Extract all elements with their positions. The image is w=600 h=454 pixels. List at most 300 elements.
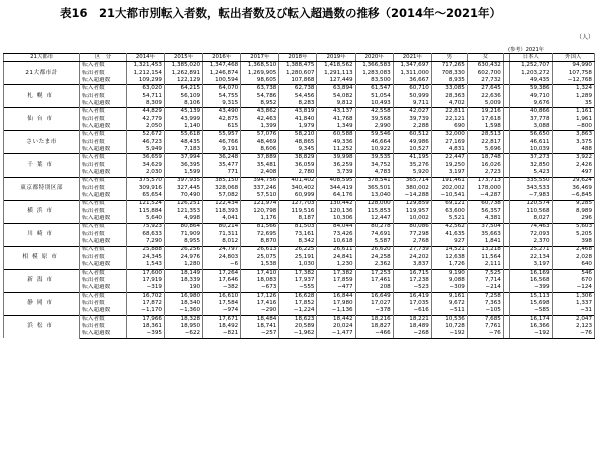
value-cell: 1,291,113 xyxy=(317,70,355,77)
row-label: 転出者数 xyxy=(80,277,127,284)
table-row xyxy=(4,169,595,177)
value-cell: −466 xyxy=(355,330,393,338)
value-cell: 3,088 xyxy=(510,123,552,131)
row-label: 転入超過数 xyxy=(80,123,127,131)
value-cell: 497 xyxy=(552,169,594,177)
value-cell: 39,739 xyxy=(393,116,431,123)
value-cell: 5,205 xyxy=(552,231,594,238)
row-label: 転入者数 xyxy=(80,154,127,162)
value-cell: 2,288 xyxy=(393,123,431,131)
row-label: 転入者数 xyxy=(80,131,127,139)
value-cell: 59,546 xyxy=(355,131,393,139)
value-cell: 9,711 xyxy=(393,100,431,108)
value-cell: 9,315 xyxy=(203,100,241,108)
value-cell: 296 xyxy=(552,215,594,223)
value-cell: 10,039 xyxy=(510,146,552,154)
value-cell: 208 xyxy=(355,284,393,292)
value-cell: 9,088 xyxy=(431,277,467,284)
table-row xyxy=(4,154,595,162)
city-group xyxy=(4,292,595,315)
value-cell: 70,490 xyxy=(164,192,202,200)
value-cell: 115,884 xyxy=(126,208,164,215)
value-cell: 2,426 xyxy=(552,162,594,169)
value-cell: 5,696 xyxy=(467,146,503,154)
value-cell: 602,700 xyxy=(467,70,503,77)
value-cell: 202,002 xyxy=(431,185,467,192)
value-cell: 17,382 xyxy=(279,269,317,277)
value-cell: 63,600 xyxy=(431,208,467,215)
value-cell: 8,283 xyxy=(279,100,317,108)
table-row xyxy=(4,261,595,269)
value-cell: 337,246 xyxy=(241,185,279,192)
value-cell: 17,126 xyxy=(241,292,279,300)
value-cell: 34,752 xyxy=(355,162,393,169)
value-cell: 17,937 xyxy=(279,277,317,284)
value-cell: 44,829 xyxy=(126,108,164,116)
value-cell: −616 xyxy=(393,307,431,315)
city-group xyxy=(4,223,595,246)
value-cell: 397,935 xyxy=(164,177,202,185)
value-cell: 120,136 xyxy=(317,208,355,215)
value-cell: 74,691 xyxy=(355,231,393,238)
table-row xyxy=(4,177,595,185)
table-row xyxy=(4,185,595,192)
row-label: 転出者数 xyxy=(80,254,127,261)
value-cell: 3,197 xyxy=(510,261,552,269)
table-row xyxy=(4,330,595,338)
row-label: 転入超過数 xyxy=(80,284,127,292)
value-cell: 17,382 xyxy=(317,269,355,277)
header-female: 女 xyxy=(467,54,503,62)
value-cell: 17,253 xyxy=(355,269,393,277)
value-cell: 17,584 xyxy=(203,300,241,307)
value-cell: 119,516 xyxy=(279,208,317,215)
row-label: 転入者数 xyxy=(80,177,127,185)
value-cell: −974 xyxy=(203,307,241,315)
value-cell: −268 xyxy=(393,330,431,338)
header-foreigner: 外国人 xyxy=(552,54,594,62)
value-cell: −800 xyxy=(552,123,594,131)
value-cell: 1,337 xyxy=(552,300,594,307)
value-cell: 24,202 xyxy=(393,254,431,261)
value-cell: 13,218 xyxy=(467,246,503,254)
value-cell: 16,568 xyxy=(510,277,552,284)
value-cell: −4,287 xyxy=(467,192,503,200)
table-row xyxy=(4,231,595,238)
city-name: 新潟市 xyxy=(4,269,80,292)
value-cell: 10,728 xyxy=(431,323,467,330)
value-cell: 20,024 xyxy=(317,323,355,330)
value-cell: 7,363 xyxy=(467,300,503,307)
value-cell: 35 xyxy=(552,100,594,108)
value-cell: 22,134 xyxy=(510,254,552,261)
value-cell: 27,645 xyxy=(467,85,503,93)
value-cell: −395 xyxy=(126,330,164,338)
row-label: 転入者数 xyxy=(80,62,127,70)
value-cell: −1,962 xyxy=(279,330,317,338)
header-year: 2016年 xyxy=(203,54,241,62)
value-cell: 5,920 xyxy=(393,169,431,177)
city-group xyxy=(4,85,595,108)
value-cell: 4,998 xyxy=(164,215,202,223)
migration-table xyxy=(3,53,595,339)
table-row xyxy=(4,131,595,139)
value-cell: 1,418,562 xyxy=(317,62,355,70)
value-cell: 18,827 xyxy=(355,323,393,330)
value-cell: 18,083 xyxy=(241,277,279,284)
value-cell: 57,510 xyxy=(241,192,279,200)
value-cell: 26,620 xyxy=(355,246,393,254)
row-label: 転入超過数 xyxy=(80,169,127,177)
value-cell: 43,490 xyxy=(203,108,241,116)
value-cell: 173,713 xyxy=(467,177,503,185)
value-cell: 546 xyxy=(552,269,594,277)
table-row xyxy=(4,269,595,277)
unit-label: （人） xyxy=(575,34,594,41)
row-label: 転入超過数 xyxy=(80,215,127,223)
value-cell: 17,027 xyxy=(355,300,393,307)
value-cell: 10,618 xyxy=(317,238,355,246)
value-cell: 2,990 xyxy=(355,123,393,131)
value-cell: 17,264 xyxy=(203,269,241,277)
value-cell: 51,054 xyxy=(355,93,393,100)
value-cell: 401,402 xyxy=(279,177,317,185)
value-cell: 1,543 xyxy=(126,261,164,269)
value-cell: 32,000 xyxy=(431,131,467,139)
value-cell: 118,393 xyxy=(203,208,241,215)
value-cell: 26,611 xyxy=(317,246,355,254)
value-cell: 83,500 xyxy=(355,77,393,85)
value-cell: 49,986 xyxy=(393,139,431,146)
header-year: 2019年 xyxy=(317,54,355,62)
table-row xyxy=(4,208,595,215)
value-cell: 41,840 xyxy=(279,116,317,123)
value-cell: 36,395 xyxy=(164,162,202,169)
value-cell: 34,629 xyxy=(126,162,164,169)
value-cell: 73,161 xyxy=(279,231,317,238)
value-cell: −585 xyxy=(510,307,552,315)
value-cell: 71,311 xyxy=(203,231,241,238)
value-cell: 8,606 xyxy=(241,146,279,154)
value-cell: −555 xyxy=(279,284,317,292)
value-cell: 54,082 xyxy=(317,93,355,100)
value-cell: 36,469 xyxy=(552,185,594,192)
value-cell: 127,449 xyxy=(317,77,355,85)
value-cell: 8,106 xyxy=(164,100,202,108)
value-cell: 122,434 xyxy=(203,200,241,208)
value-cell: 62,738 xyxy=(279,85,317,93)
city-name: 浜松市 xyxy=(4,315,80,338)
row-label: 転出者数 xyxy=(80,93,127,100)
value-cell: 1,280,607 xyxy=(279,70,317,77)
table-row xyxy=(4,277,595,284)
value-cell: −378 xyxy=(355,307,393,315)
table-row xyxy=(4,284,595,292)
row-label: 転入超過数 xyxy=(80,146,127,154)
value-cell: 54,755 xyxy=(203,93,241,100)
value-cell: 18,221 xyxy=(393,315,431,323)
value-cell: 46,611 xyxy=(510,139,552,146)
value-cell: 8,955 xyxy=(164,238,202,246)
value-cell: 1,283,083 xyxy=(355,70,393,77)
table-row xyxy=(4,254,595,261)
value-cell: 8,187 xyxy=(279,215,317,223)
value-cell: 16,026 xyxy=(467,162,503,169)
value-cell: 1,306 xyxy=(552,292,594,300)
value-cell: 9,672 xyxy=(431,300,467,307)
value-cell: 4,381 xyxy=(467,215,503,223)
row-label: 転入者数 xyxy=(80,200,127,208)
value-cell: 670 xyxy=(552,277,594,284)
value-cell: 18,950 xyxy=(164,323,202,330)
value-cell: 69,121 xyxy=(431,200,467,208)
value-cell: 22,817 xyxy=(467,139,503,146)
value-cell: 24,797 xyxy=(203,246,241,254)
value-cell: 36,248 xyxy=(203,154,241,162)
value-cell: 10,527 xyxy=(393,146,431,154)
value-cell: 18,492 xyxy=(203,323,241,330)
value-cell: 16,715 xyxy=(393,269,431,277)
value-cell: 57,076 xyxy=(241,131,279,139)
value-cell: 5,521 xyxy=(431,215,467,223)
value-cell: −1,170 xyxy=(126,307,164,315)
value-cell: 8,870 xyxy=(241,238,279,246)
value-cell: 36,659 xyxy=(126,154,164,162)
value-cell: 49,710 xyxy=(510,93,552,100)
value-cell: 309,916 xyxy=(126,185,164,192)
value-cell: 22,447 xyxy=(431,154,467,162)
value-cell: 119,957 xyxy=(393,208,431,215)
value-cell: 27,732 xyxy=(467,77,503,85)
value-cell: 1,979 xyxy=(279,123,317,131)
value-cell: 14,521 xyxy=(431,246,467,254)
value-cell: 36,259 xyxy=(317,162,355,169)
value-cell: 54,456 xyxy=(279,93,317,100)
value-cell: 398 xyxy=(552,238,594,246)
value-cell: 1,961 xyxy=(552,116,594,123)
value-cell: 2,111 xyxy=(467,261,503,269)
row-label: 転出者数 xyxy=(80,185,127,192)
value-cell: 18,340 xyxy=(164,300,202,307)
value-cell: 16,419 xyxy=(393,292,431,300)
value-cell: 26,613 xyxy=(241,246,279,254)
value-cell: 1,212,154 xyxy=(126,70,164,77)
value-cell: 2,408 xyxy=(241,169,279,177)
value-cell: 690 xyxy=(431,123,467,131)
value-cell: 385,150 xyxy=(203,177,241,185)
row-label: 転入者数 xyxy=(80,292,127,300)
value-cell: 615 xyxy=(203,123,241,131)
value-cell: 16,169 xyxy=(510,269,552,277)
header-japanese: 日本人 xyxy=(510,54,552,62)
value-cell: 81,503 xyxy=(279,223,317,231)
value-cell: 17,859 xyxy=(317,277,355,284)
value-cell: 28,513 xyxy=(467,131,503,139)
value-cell: 24,803 xyxy=(203,254,241,261)
value-cell: 3,197 xyxy=(431,169,467,177)
value-cell: 27,739 xyxy=(393,246,431,254)
table-row xyxy=(4,62,595,70)
value-cell: 16,628 xyxy=(279,292,317,300)
value-cell: 328,068 xyxy=(203,185,241,192)
value-cell: 8,952 xyxy=(241,100,279,108)
header-row xyxy=(4,54,595,62)
value-cell: 127,703 xyxy=(279,200,317,208)
value-cell: 42,027 xyxy=(393,108,431,116)
value-cell: 17,646 xyxy=(203,277,241,284)
value-cell: 121,524 xyxy=(126,200,164,208)
value-cell: 2,047 xyxy=(552,315,594,323)
value-cell: 15,698 xyxy=(510,300,552,307)
value-cell: 42,463 xyxy=(241,116,279,123)
value-cell: 36,059 xyxy=(279,162,317,169)
value-cell: −76 xyxy=(552,330,594,338)
value-cell: 35,663 xyxy=(467,231,503,238)
value-cell: 1,230 xyxy=(317,261,355,269)
value-cell: 129,859 xyxy=(393,200,431,208)
header-year: 2014年 xyxy=(126,54,164,62)
value-cell: 16,649 xyxy=(355,292,393,300)
value-cell: 80,278 xyxy=(355,223,393,231)
city-group xyxy=(4,177,595,200)
header-year: 2020年 xyxy=(355,54,393,62)
value-cell: 40,866 xyxy=(510,108,552,116)
value-cell: 5,949 xyxy=(126,146,164,154)
value-cell: 1,385,020 xyxy=(164,62,202,70)
value-cell: 60,999 xyxy=(279,192,317,200)
value-cell: 37,504 xyxy=(467,223,503,231)
city-name: 横浜市 xyxy=(4,200,80,223)
value-cell: −477 xyxy=(317,284,355,292)
value-cell: 35,481 xyxy=(241,162,279,169)
row-label: 転出者数 xyxy=(80,300,127,307)
value-cell: 81,566 xyxy=(241,223,279,231)
value-cell: 10,922 xyxy=(355,146,393,154)
value-cell: −622 xyxy=(164,330,202,338)
value-cell: 2,050 xyxy=(126,123,164,131)
value-cell: 17,238 xyxy=(393,277,431,284)
value-cell: 80,864 xyxy=(164,223,202,231)
value-cell: 2,723 xyxy=(467,169,503,177)
value-cell: 121,353 xyxy=(164,208,202,215)
value-cell: 8,012 xyxy=(203,238,241,246)
value-cell: 380,002 xyxy=(393,185,431,192)
value-cell: 1,368,510 xyxy=(241,62,279,70)
value-cell: 46,766 xyxy=(203,139,241,146)
value-cell: 122,129 xyxy=(164,77,202,85)
value-cell: 4,783 xyxy=(355,169,393,177)
value-cell: 1,538 xyxy=(241,261,279,269)
value-cell: 18,149 xyxy=(164,269,202,277)
table-row xyxy=(4,192,595,200)
city-group xyxy=(4,131,595,154)
value-cell: 3,375 xyxy=(552,139,594,146)
value-cell: 43,137 xyxy=(317,108,355,116)
value-cell: 60,588 xyxy=(317,131,355,139)
value-cell: 60,738 xyxy=(467,200,503,208)
city-name: 仙台市 xyxy=(4,108,80,131)
value-cell: 1,161 xyxy=(552,108,594,116)
value-cell: 1,841 xyxy=(467,238,503,246)
city-group xyxy=(4,315,595,338)
value-cell: 335,550 xyxy=(510,177,552,185)
value-cell: 109,299 xyxy=(126,77,164,85)
value-cell: 80,086 xyxy=(393,223,431,231)
value-cell: 121,974 xyxy=(241,200,279,208)
table-row xyxy=(4,223,595,231)
value-cell: 12,447 xyxy=(355,215,393,223)
value-cell: 8,027 xyxy=(510,215,552,223)
value-cell: 42,779 xyxy=(126,116,164,123)
value-cell: 9,285 xyxy=(552,200,594,208)
row-label: 転出者数 xyxy=(80,208,127,215)
value-cell: 1,599 xyxy=(164,169,202,177)
value-cell: 190 xyxy=(164,284,202,292)
value-cell: 72,093 xyxy=(510,231,552,238)
value-cell: 107,868 xyxy=(279,77,317,85)
city-group xyxy=(4,154,595,177)
value-cell: 72,695 xyxy=(241,231,279,238)
value-cell: 17,919 xyxy=(126,277,164,284)
value-cell: 771 xyxy=(203,169,241,177)
header-city: 21大都市 xyxy=(4,54,80,62)
value-cell: 1,347,697 xyxy=(393,62,431,70)
value-cell: 2,780 xyxy=(279,169,317,177)
table-row xyxy=(4,108,595,116)
value-cell: 25,888 xyxy=(126,246,164,254)
value-cell: 10,536 xyxy=(431,315,467,323)
value-cell: 17,980 xyxy=(317,300,355,307)
value-cell: 98,605 xyxy=(241,77,279,85)
value-cell: 3,863 xyxy=(552,131,594,139)
value-cell: 43,819 xyxy=(279,108,317,116)
value-cell: −124 xyxy=(552,284,594,292)
value-cell: 64,070 xyxy=(203,85,241,93)
value-cell: 178,000 xyxy=(467,185,503,192)
table-row xyxy=(4,116,595,123)
value-cell: 17,872 xyxy=(126,300,164,307)
value-cell: 1,349 xyxy=(317,123,355,131)
value-cell: 365,714 xyxy=(393,177,431,185)
table-row xyxy=(4,85,595,93)
value-cell: 17,618 xyxy=(467,116,503,123)
value-cell: 4,041 xyxy=(203,215,241,223)
table-row xyxy=(4,200,595,208)
value-cell: −6 xyxy=(203,261,241,269)
header-year: 2015年 xyxy=(164,54,202,62)
value-cell: 77,298 xyxy=(393,231,431,238)
value-cell: 48,469 xyxy=(241,139,279,146)
row-label: 転入超過数 xyxy=(80,77,127,85)
row-label: 転入超過数 xyxy=(80,192,127,200)
value-cell: 9,191 xyxy=(203,146,241,154)
value-cell: 7,761 xyxy=(467,323,503,330)
value-cell: 41,195 xyxy=(393,154,431,162)
value-cell: 42,562 xyxy=(431,223,467,231)
table-row xyxy=(4,300,595,307)
table-row xyxy=(4,100,595,108)
value-cell: 37,889 xyxy=(241,154,279,162)
value-cell: 94,990 xyxy=(552,62,594,70)
value-cell: −1,224 xyxy=(279,307,317,315)
value-cell: 27,169 xyxy=(431,139,467,146)
value-cell: 17,852 xyxy=(279,300,317,307)
value-cell: 640 xyxy=(552,261,594,269)
value-cell: 120,574 xyxy=(510,200,552,208)
value-cell: 46,723 xyxy=(126,139,164,146)
value-cell: 45,139 xyxy=(164,108,202,116)
value-cell: 630,432 xyxy=(467,62,503,70)
